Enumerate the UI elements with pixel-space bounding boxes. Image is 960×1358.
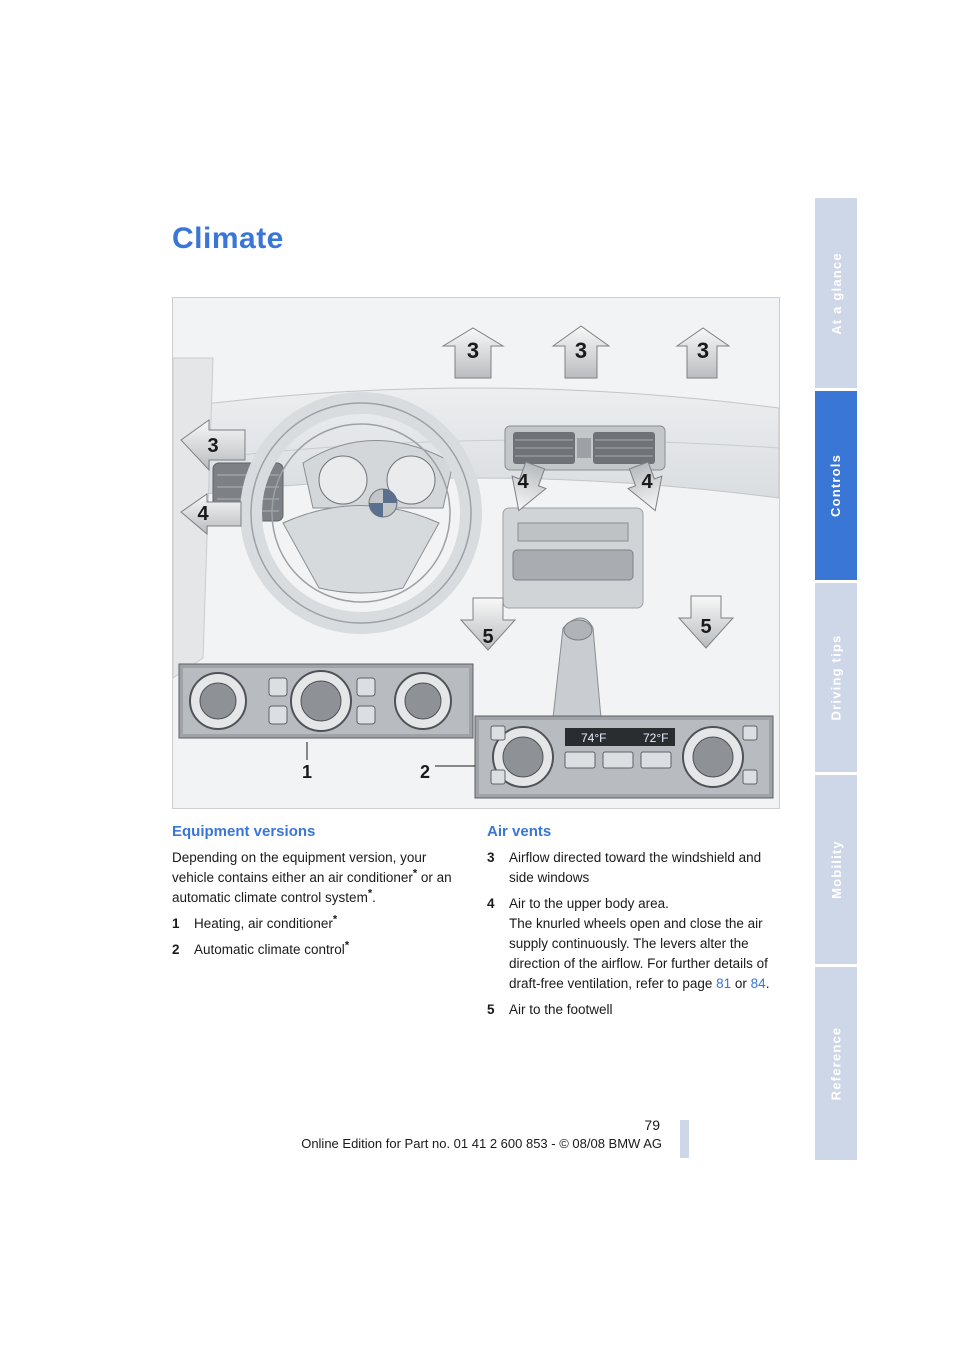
page-link-81[interactable]: 81 [716, 976, 732, 991]
section-heading: Air vents [487, 823, 552, 840]
svg-text:5: 5 [482, 626, 494, 648]
svg-text:3: 3 [207, 435, 219, 457]
equipment-versions-section [172, 822, 464, 966]
svg-text:74°F: 74°F [581, 731, 607, 745]
svg-text:3: 3 [574, 338, 588, 363]
page-link-84[interactable]: 84 [750, 976, 766, 991]
list-item: 4 Air to the upper body area. The knurled wheels open and close the air supply continuously. The levers alter the direction of the airflow. For further details of draft-free ventilation, refer to page 81 or 84. [487, 896, 770, 991]
list-item: 3 Airflow directed toward the windshield and side windows [487, 850, 762, 885]
side-tab-driving-tips[interactable]: Driving tips [815, 583, 857, 772]
callout-1: 1 [301, 762, 313, 782]
air-vents-section [487, 822, 782, 1026]
side-nav [815, 198, 857, 1160]
svg-text:3: 3 [696, 338, 710, 363]
auto-climate-panel-inset [475, 716, 773, 798]
footer-text: Online Edition for Part no. 01 41 2 600 853 - © 08/08 BMW AG [301, 1136, 662, 1151]
list-item: 1 Heating, air conditioner* [172, 913, 338, 931]
list-item: 5 Air to the footwell [487, 1002, 613, 1017]
list-item: 2 Automatic climate control* [172, 939, 350, 957]
footer-bar [680, 1120, 689, 1158]
svg-text:5: 5 [700, 616, 712, 638]
climate-illustration [172, 297, 780, 809]
svg-text:4: 4 [197, 503, 209, 525]
svg-text:72°F: 72°F [643, 731, 669, 745]
page-number: 79 [644, 1117, 660, 1133]
side-tab-reference[interactable]: Reference [815, 967, 857, 1160]
svg-text:4: 4 [517, 471, 529, 493]
section-heading: Equipment versions [172, 823, 316, 840]
heating-ac-panel-inset [179, 664, 473, 738]
side-tab-at-a-glance[interactable]: At a glance [815, 198, 857, 388]
intro-paragraph: Depending on the equipment version, your vehicle contains either an air conditioner* or an automatic climate control system*. [172, 850, 452, 905]
side-tab-mobility[interactable]: Mobility [815, 775, 857, 964]
page-title: Climate [172, 222, 284, 255]
svg-text:4: 4 [641, 471, 653, 493]
svg-text:3: 3 [466, 338, 480, 363]
callout-2: 2 [419, 762, 431, 782]
side-tab-controls[interactable]: Controls [815, 391, 857, 580]
